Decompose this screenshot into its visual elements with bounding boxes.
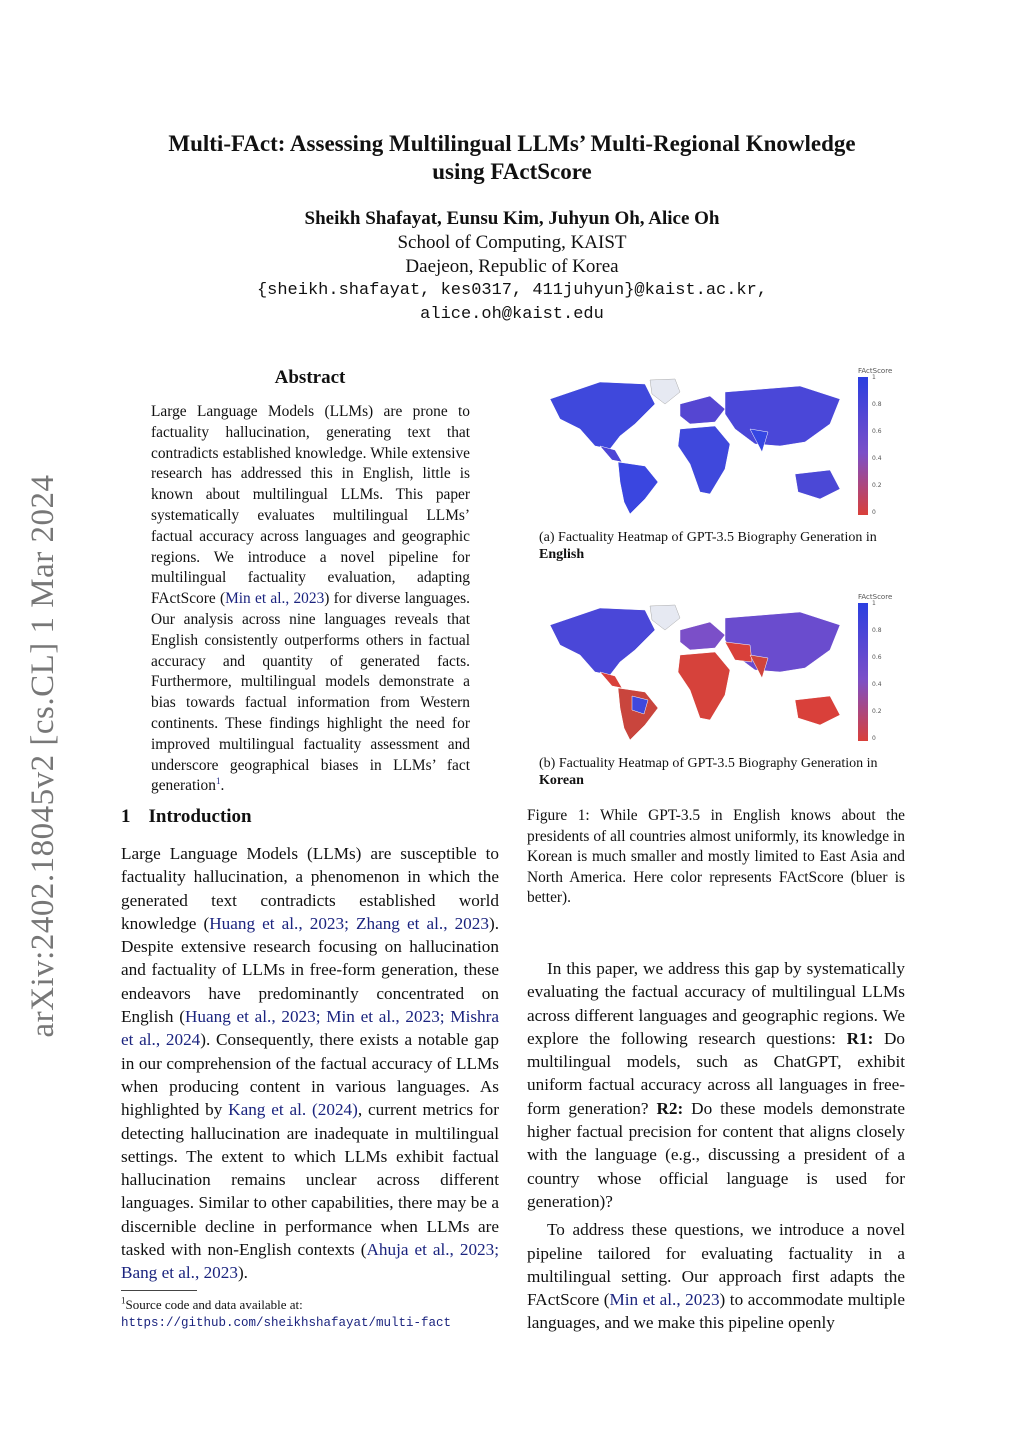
- tick-label: 0.8: [872, 627, 882, 634]
- abstract-text: Large Language Models (LLMs) are prone to factuality hallucination, generating text that contradicts established knowledge. While extensive research has addressed this in English, little is known about multilingual LLMs. This paper systematically evaluates multilingual LLMs’ factual accuracy across languages and geographic regions. We introduce a novel pipeline for multilingual factuality evaluation, adapting FActScore (: [151, 403, 470, 608]
- citation-link[interactable]: Huang et al., 2023; Min et al., 2023; Mishra et al., 2024: [121, 1007, 499, 1050]
- europe-region: [680, 622, 725, 650]
- citation-link[interactable]: Min et al., 2023: [225, 590, 325, 608]
- body-text: Do these models demonstrate higher factual precision for content that aligns closely with the language (e.g., discussing a president of a country whose official language is used for generation)?: [527, 1098, 905, 1211]
- intro-text: Large Language Models (LLMs) are susceptible to factuality hallucination, a phenomenon in which the generated text contradicts established world knowledge (: [121, 844, 499, 933]
- paragraph: [527, 1218, 905, 1334]
- citation-link[interactable]: Ahuja et al., 2023; Bang et al., 2023: [121, 1240, 499, 1283]
- section-title: Introduction: [148, 806, 252, 827]
- tick-label: 1: [872, 600, 876, 607]
- world-heatmap-korean: [540, 600, 856, 747]
- footnote-number: 1: [121, 1295, 126, 1306]
- map-landmasses: [550, 605, 840, 740]
- research-question-label: R1:: [846, 1028, 874, 1048]
- europe-region: [680, 396, 725, 424]
- footnote-marker[interactable]: 1: [215, 776, 221, 787]
- affiliation: School of Computing, KAIST: [397, 232, 627, 253]
- footnote-text: Source code and data available at:: [125, 1297, 303, 1312]
- map-landmasses: [550, 379, 840, 514]
- intro-text: ). Despite extensive research focusing on hallucination and factuality of LLMs in free-form generation, these endeavors have predominantly concentrated on English (: [121, 913, 499, 1027]
- email-line-2: alice.oh@kaist.edu: [420, 305, 604, 324]
- abstract-text: .: [220, 777, 225, 795]
- subfigure-caption-a: [539, 529, 899, 563]
- caption-text: (b) Factuality Heatmap of GPT-3.5 Biography Generation in: [539, 756, 878, 771]
- author-block: [100, 207, 924, 327]
- greenland-region: [650, 605, 680, 630]
- north-america-region: [550, 382, 655, 449]
- footnote: [121, 1296, 501, 1332]
- footnote-url-link[interactable]: https://github.com/sheikhshafayat/multi-fact: [121, 1316, 452, 1330]
- title-line-1: Multi-FAct: Assessing Multilingual LLMs’ Multi-Regional Knowledge: [168, 131, 856, 156]
- tick-label: 0.6: [872, 654, 882, 661]
- title-line-2: using FActScore: [432, 159, 592, 184]
- tick-label: 1: [872, 374, 876, 381]
- colorbar-korean: [858, 603, 868, 741]
- body-text: To address these questions, we introduce a novel pipeline tailored for evaluating factuality in a multilingual setting. Our approach first adapts the FActScore (: [527, 1220, 905, 1310]
- australia-region: [795, 696, 840, 725]
- intro-text: ). Consequently, there exists a notable gap in our comprehension of the factual accuracy of LLMs when producing content in various languages. As highlighted by: [121, 1030, 499, 1120]
- intro-text: , current metrics for detecting hallucination are inadequate in multilingual settings. The extent to which LLMs exhibit factual hallucination remains unclear across different languages. Similar to other capabilities, there may be a discernible decline in performance when LLMs are tasked with non-English contexts (: [121, 1100, 499, 1260]
- abstract-body: [151, 402, 470, 797]
- colorbar-title: FActScore: [858, 367, 893, 375]
- subfigure-caption-b: [539, 755, 899, 789]
- intro-text: ).: [237, 1263, 248, 1283]
- north-america-region: [550, 608, 655, 675]
- arxiv-identifier: arXiv:2402.18045v2 [cs.CL] 1 Mar 2024: [25, 474, 61, 1038]
- central-america-region: [600, 672, 622, 688]
- section-heading-introduction: [121, 806, 270, 828]
- location: Daejeon, Republic of Korea: [405, 256, 619, 277]
- tick-label: 0.8: [872, 401, 882, 408]
- tick-label: 0.4: [872, 455, 882, 462]
- citation-link[interactable]: Min et al., 2023: [609, 1290, 720, 1310]
- right-column-body: [527, 957, 905, 1335]
- figure-1-caption: Figure 1: While GPT-3.5 in English knows about the presidents of all countries almost uniformly, its knowledge in Korean is much smaller and mostly limited to East Asia and North America. Here color represents FActScore (bluer is better).: [527, 807, 905, 907]
- citation-link[interactable]: Kang et al. (2024): [228, 1100, 358, 1120]
- caption-language: Korean: [539, 773, 584, 788]
- central-america-region: [600, 446, 622, 462]
- citation-link[interactable]: Huang et al., 2023; Zhang et al., 2023: [209, 913, 489, 933]
- body-text: Do multilingual models, such as ChatGPT, exhibit uniform factual accuracy across all languages in free-form generation?: [527, 1028, 905, 1118]
- tick-label: 0: [872, 509, 876, 516]
- tick-label: 0.4: [872, 681, 882, 688]
- greenland-region: [650, 379, 680, 404]
- asia-region: [725, 386, 840, 446]
- colorbar-english: [858, 377, 868, 515]
- australia-region: [795, 470, 840, 499]
- section-number: 1: [121, 806, 131, 827]
- paper-title: [100, 130, 924, 186]
- asia-region: [725, 612, 840, 672]
- author-names: Sheikh Shafayat, Eunsu Kim, Juhyun Oh, Alice Oh: [304, 208, 720, 229]
- caption-text: (a) Factuality Heatmap of GPT-3.5 Biography Generation in: [539, 530, 877, 545]
- south-america-region: [618, 462, 658, 514]
- body-text: In this paper, we address this gap by systematically evaluating the factual accuracy of multilingual LLMs across different languages and geographic regions. We explore the following research questions:: [527, 959, 905, 1048]
- tick-label: 0.6: [872, 428, 882, 435]
- south-america-region: [618, 688, 658, 740]
- footnote-divider: [121, 1290, 197, 1291]
- caption-language: English: [539, 547, 585, 562]
- research-question-label: R2:: [656, 1098, 684, 1118]
- paragraph: [527, 957, 905, 1213]
- world-heatmap-english: [540, 374, 856, 521]
- africa-region: [678, 426, 730, 494]
- africa-region: [678, 652, 730, 720]
- abstract-text: ) for diverse languages. Our analysis across nine languages reveals that English consistently outperforms others in factual accuracy and quantity of generated facts. Furthermore, multilingual models demonstrate a bias towards factual information from Western continents. These findings highlight the need for improved multilingual factuality assessment and underscore geographical biases in LLMs’ fact generation: [151, 590, 471, 795]
- introduction-body: [121, 842, 499, 1285]
- abstract-heading: Abstract: [274, 367, 346, 388]
- middle-east-region: [725, 642, 752, 662]
- colorbar-title: FActScore: [858, 593, 893, 601]
- tick-label: 0.2: [872, 482, 882, 489]
- body-text: ) to accommodate multiple languages, and we make this pipeline openly: [527, 1290, 905, 1333]
- tick-label: 0.2: [872, 708, 882, 715]
- tick-label: 0: [872, 735, 876, 742]
- email-line-1: {sheikh.shafayat, kes0317, 411juhyun}@kaist.ac.kr,: [256, 281, 768, 300]
